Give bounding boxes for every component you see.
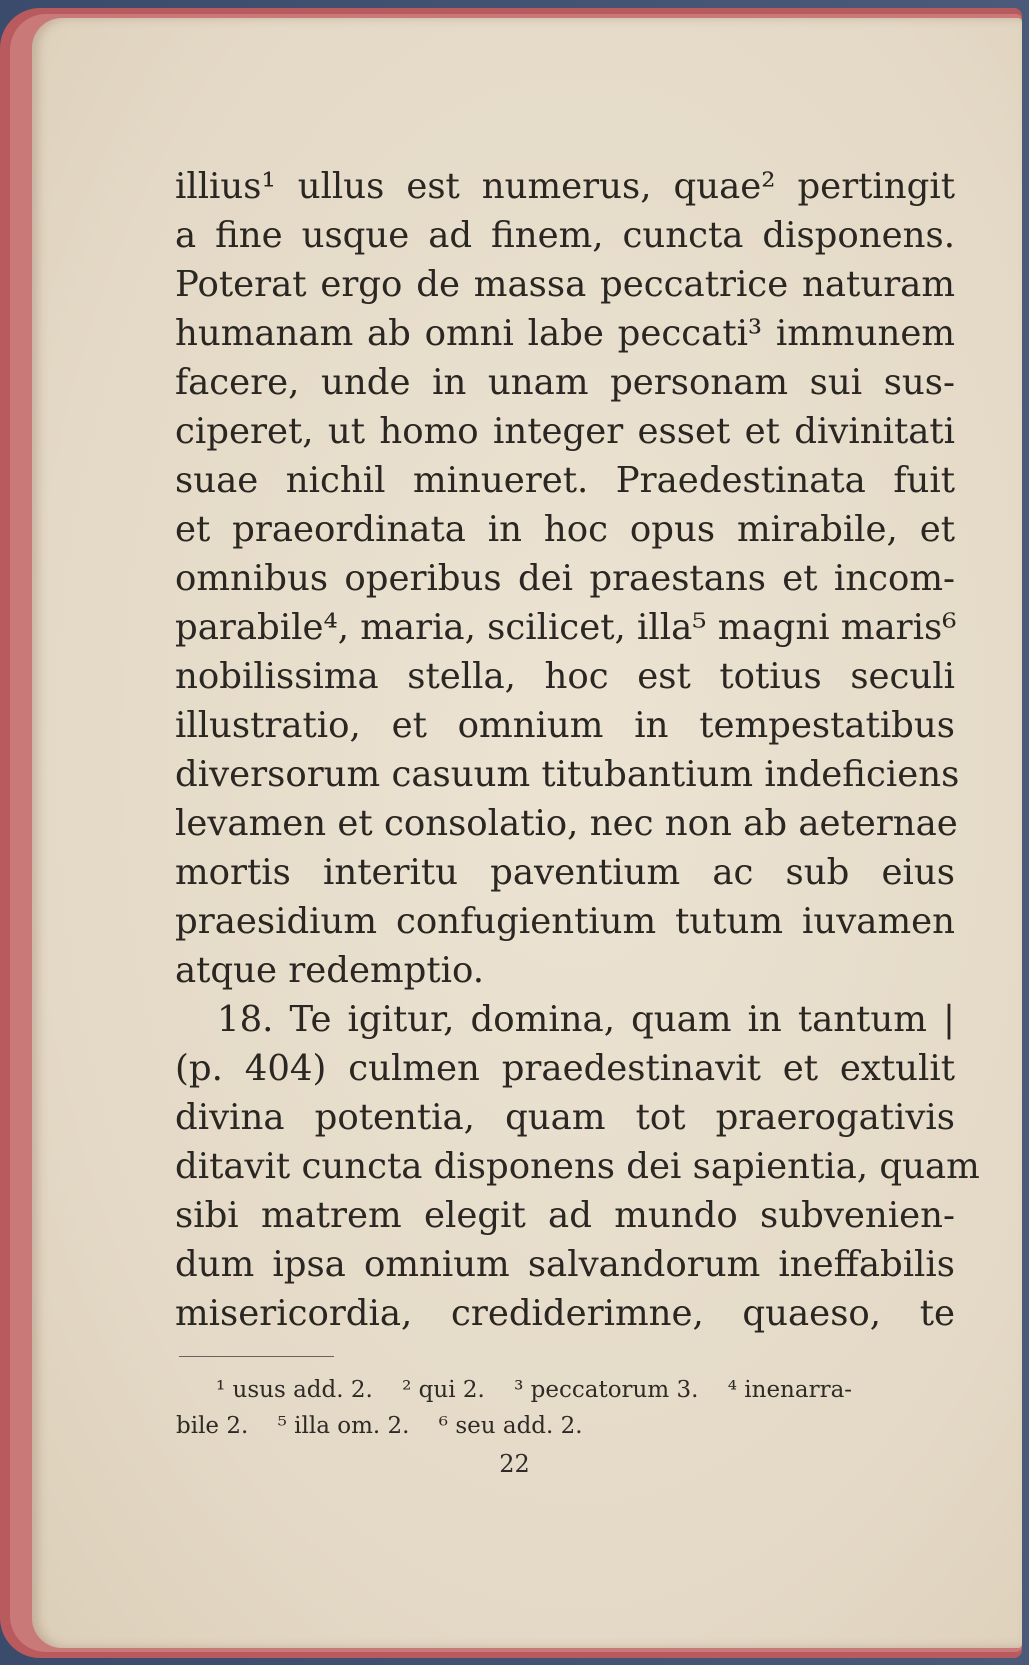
text-line: illustratio, et omnium in tempestatibus: [175, 705, 955, 746]
text-line: et praeordinata in hoc opus mirabile, et: [175, 509, 955, 550]
footnote-3: ³ peccatorum 3.: [514, 1377, 699, 1403]
text-line: ditavit cuncta disponens dei sapientia, quam: [175, 1146, 980, 1187]
text-line: diversorum casuum titubantium indeficiens: [175, 754, 960, 795]
text-line: divina potentia, quam tot praerogativis: [175, 1097, 955, 1138]
footnote-line: [176, 1408, 956, 1444]
section-start-line: 18. Te igitur, domina, quam in tantum |: [217, 999, 955, 1040]
footnote-4: ⁴ inenarra-: [727, 1377, 853, 1403]
text-line: (p. 404) culmen praedestinavit et extulit: [175, 1048, 955, 1089]
text-line: facere, unde in unam personam sui sus-: [175, 362, 955, 403]
page-number: 22: [499, 1450, 530, 1478]
footnote-4-cont: bile 2.: [176, 1413, 249, 1439]
footnote-1: ¹ usus add. 2.: [216, 1377, 373, 1403]
text-line: levamen et consolatio, nec non ab aeternae: [175, 803, 958, 844]
text-line: a fine usque ad finem, cuncta disponens.: [175, 215, 955, 256]
text-line: humanam ab omni labe peccati³ immunem: [175, 313, 955, 354]
footnotes: [176, 1372, 956, 1444]
text-line: mortis interitu paventium ac sub eius: [175, 852, 955, 893]
text-line: praesidium confugientium tutum iuvamen: [175, 901, 955, 942]
footnote-line: [176, 1372, 956, 1408]
text-line: illius¹ ullus est numerus, quae² pertingit: [175, 166, 955, 207]
text-line: nobilissima stella, hoc est totius seculi: [175, 656, 955, 697]
text-line: Poterat ergo de massa peccatrice naturam: [175, 264, 955, 305]
text-line: atque redemptio.: [175, 950, 485, 991]
text-line: dum ipsa omnium salvandorum ineffabilis: [175, 1244, 955, 1285]
footnote-2: ² qui 2.: [402, 1377, 485, 1403]
text-line: ciperet, ut homo integer esset et divinitati: [175, 411, 955, 452]
footnote-rule: [179, 1356, 334, 1357]
text-line: omnibus operibus dei praestans et incom-: [175, 558, 955, 599]
text-line: sibi matrem elegit ad mundo subvenien-: [175, 1195, 955, 1236]
body-text: [175, 162, 980, 1338]
text-line: misericordia, crediderimne, quaeso, te: [175, 1293, 955, 1334]
text-line: suae nichil minueret. Praedestinata fuit: [175, 460, 955, 501]
footnote-6: ⁶ seu add. 2.: [438, 1413, 583, 1439]
footnote-5: ⁵ illa om. 2.: [277, 1413, 410, 1439]
text-line: parabile⁴, maria, scilicet, illa⁵ magni maris⁶: [175, 607, 957, 648]
